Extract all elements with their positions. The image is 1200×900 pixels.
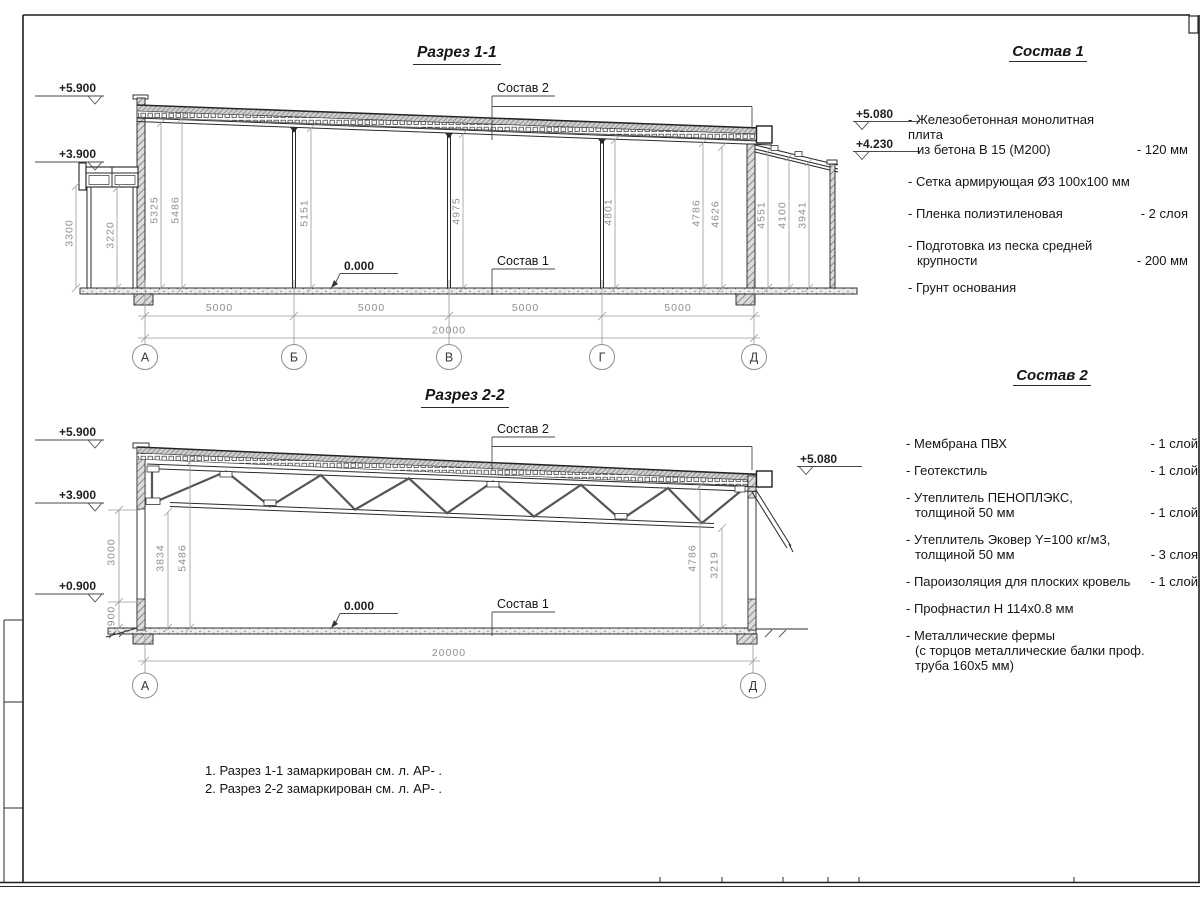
roof-slab-1 xyxy=(137,105,772,145)
section-2-2-title: Разрез 2-2 xyxy=(421,387,509,408)
section-1-1-drawing xyxy=(79,95,857,305)
material-line: - Подготовка из песка средней xyxy=(908,238,1093,253)
elevation-mark xyxy=(35,81,104,104)
floor-slab-1 xyxy=(80,288,857,294)
material-item xyxy=(906,532,1198,562)
sheet-notes xyxy=(205,762,442,797)
material-line: - Железобетонная монолитная плита xyxy=(908,112,1095,142)
material-value: - 2 слоя xyxy=(1140,206,1188,221)
dim-5486-2: 5486 xyxy=(176,544,189,572)
dim-4626: 4626 xyxy=(709,200,722,228)
material-line: - Сетка армирующая Ø3 100х100 мм xyxy=(908,174,1130,189)
axis-g-1: Г xyxy=(598,350,606,365)
material-line: - Мембрана ПВХ xyxy=(906,436,1007,451)
material-value: - 1 слой xyxy=(1150,574,1198,589)
dim-20000-2: 20000 xyxy=(431,647,467,659)
dim-4100: 4100 xyxy=(776,201,789,229)
section-1-1-title: Разрез 1-1 xyxy=(413,44,501,65)
material-value: - 3 слоя xyxy=(1150,547,1198,562)
title-block-stubs xyxy=(660,877,1074,882)
elevation-3900-label: +3.900 xyxy=(58,147,96,161)
material-value: - 1 слой xyxy=(1150,505,1198,520)
material-line: - Пароизоляция для плоских кровель xyxy=(906,574,1131,589)
dim-3219: 3219 xyxy=(708,551,721,579)
elevation-0900-label-2: +0.900 xyxy=(58,579,96,593)
material-item xyxy=(906,574,1198,589)
dim-5000-1: 5000 xyxy=(205,302,234,314)
axis-a-2: А xyxy=(140,679,150,693)
zero-level-mark xyxy=(331,599,398,628)
material-item xyxy=(906,436,1198,451)
dim-3941: 3941 xyxy=(796,201,809,229)
material-item xyxy=(908,206,1188,221)
material-line: - Пленка полиэтиленовая xyxy=(908,206,1063,221)
material-item xyxy=(906,490,1198,520)
foundation-pad xyxy=(736,294,755,305)
sostav2-leader xyxy=(492,422,752,470)
sostav2-callout-label: Состав 2 xyxy=(497,81,549,95)
axis-d-2: Д xyxy=(748,679,758,693)
material-line: - Профнастил Н 114х0.8 мм xyxy=(906,601,1074,616)
dim-4975: 4975 xyxy=(450,197,463,225)
zero-label-2: 0.000 xyxy=(344,599,375,613)
axis-v-1: В xyxy=(444,350,454,365)
material-line: из бетона В 15 (М200) xyxy=(917,142,1051,157)
sostav2-callout-label-2: Состав 2 xyxy=(497,422,549,436)
zero-label: 0.000 xyxy=(344,259,375,273)
elevation-4230-label: +4.230 xyxy=(856,137,894,151)
sostav1-title: Состав 1 xyxy=(1009,44,1087,62)
elevation-5080-label-2: +5.080 xyxy=(800,452,838,466)
axis-bubbles-1 xyxy=(133,345,767,370)
dim-5486: 5486 xyxy=(169,196,182,224)
dim-3300: 3300 xyxy=(63,219,76,247)
material-line: - Геотекстиль xyxy=(906,463,988,478)
elevation-5080-label: +5.080 xyxy=(856,107,894,121)
dim-5000-4: 5000 xyxy=(664,302,692,314)
vertical-dims-1 xyxy=(64,114,814,292)
material-item xyxy=(906,628,1198,673)
zero-level-mark xyxy=(331,259,398,288)
material-item xyxy=(908,112,1188,157)
sostav2-list xyxy=(906,368,1198,685)
elevation-3900-label-2: +3.900 xyxy=(58,488,96,502)
axis-d-1: Д xyxy=(749,350,759,365)
sostav1-callout-label: Состав 1 xyxy=(497,254,549,268)
elevation-mark xyxy=(35,488,104,511)
elevation-mark xyxy=(35,425,104,448)
material-value: - 1 слой xyxy=(1150,436,1198,451)
sostav2-title: Состав 2 xyxy=(1013,368,1091,386)
material-line: толщиной 50 мм xyxy=(915,547,1015,562)
material-line: - Металлические фермы xyxy=(906,628,1055,643)
dim-5000-2: 5000 xyxy=(357,302,386,314)
material-value: - 1 слой xyxy=(1150,463,1198,478)
sostav1-callout-label-2: Состав 1 xyxy=(497,597,549,611)
wall-a xyxy=(133,95,148,288)
material-line: - Утеплитель Эковер Y=100 кг/м3, xyxy=(906,532,1111,547)
wall-d xyxy=(747,144,755,288)
material-value: - 200 мм xyxy=(1136,253,1188,268)
material-item xyxy=(906,601,1198,616)
dim-4551: 4551 xyxy=(755,201,768,229)
dim-5325: 5325 xyxy=(148,196,161,224)
dim-20000-1: 20000 xyxy=(431,324,467,337)
sostav1-list xyxy=(908,44,1188,312)
dim-3220: 3220 xyxy=(104,221,117,249)
material-item xyxy=(906,463,1198,478)
axis-bubbles-2 xyxy=(133,673,766,698)
material-line: толщиной 50 мм xyxy=(915,505,1015,520)
elevation-mark xyxy=(35,579,104,602)
elevation-5900-label: +5.900 xyxy=(58,81,96,95)
elevation-5900-label-2: +5.900 xyxy=(58,425,96,439)
dim-900: 900 xyxy=(105,605,118,627)
material-line: крупности xyxy=(917,253,978,268)
wall-d-2 xyxy=(748,476,756,630)
material-line: труба 160х5 мм) xyxy=(915,658,1014,673)
columns-1 xyxy=(290,127,606,288)
section-2-2-drawing xyxy=(106,443,808,644)
dim-4786-2: 4786 xyxy=(686,544,699,572)
material-value: - 120 мм xyxy=(1136,142,1188,157)
material-item xyxy=(908,174,1188,189)
dim-4801: 4801 xyxy=(602,198,615,226)
floor-slab-2 xyxy=(108,628,756,634)
roof-end-cap xyxy=(757,471,773,487)
material-line: - Утеплитель ПЕНОПЛЭКС, xyxy=(906,490,1073,505)
frame-left-cells xyxy=(4,620,23,882)
dim-5151: 5151 xyxy=(298,199,311,227)
elevation-mark xyxy=(797,452,862,475)
material-item xyxy=(908,238,1188,268)
foundation-pad xyxy=(134,294,153,305)
axis-a-1: А xyxy=(140,350,150,365)
foundation-pad xyxy=(737,634,757,644)
foundation-pad xyxy=(133,634,153,644)
roof-end-cap xyxy=(757,126,773,143)
dim-3834: 3834 xyxy=(154,544,167,572)
material-line: (с торцов металлические балки проф. xyxy=(915,643,1145,658)
dim-4786: 4786 xyxy=(690,199,703,227)
horizontal-dims-2 xyxy=(138,636,760,674)
material-line: - Грунт основания xyxy=(908,280,1017,295)
frame-corner-box xyxy=(1189,16,1198,33)
axis-b-1: Б xyxy=(289,350,299,365)
note-line-2: 2. Разрез 2-2 замаркирован см. л. АР- . xyxy=(205,780,443,796)
material-item xyxy=(908,280,1188,295)
dim-5000-3: 5000 xyxy=(511,302,540,314)
note-line-1: 1. Разрез 1-1 замаркирован см. л. АР- . xyxy=(205,763,443,778)
annex-edge-2 xyxy=(752,490,793,552)
dim-3000: 3000 xyxy=(105,538,118,566)
